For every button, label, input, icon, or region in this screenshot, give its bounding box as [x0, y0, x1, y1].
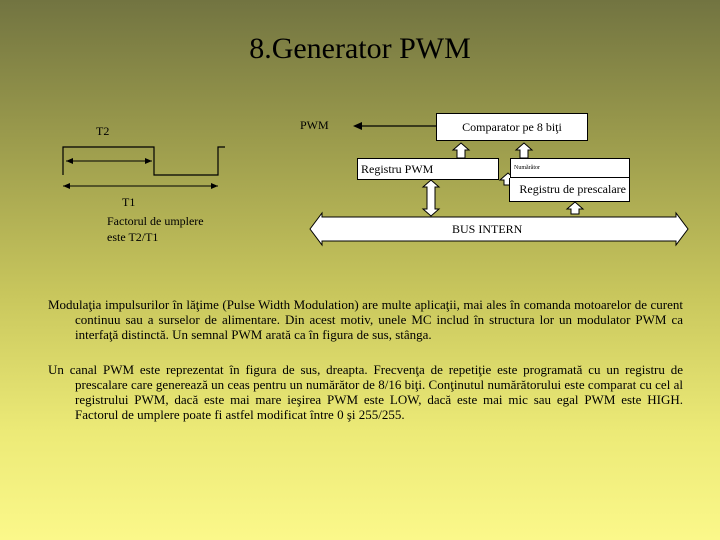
paragraph-pwm-intro: Modulaţia impulsurilor în lăţime (Pulse Width Modulation) are multe aplicaţii, mai ales în comanda motoarelor de curent continuu sau a surselor de alimentare. Din acest motiv, unele MC includ în structura lor un modulator PWM ca interfaţă distinctă. Un semnal PWM arată ca în figura de sus, stânga.	[48, 297, 683, 342]
bus-prescaler-link	[567, 202, 583, 214]
duty-cycle-text-line1: Factorul de umplere	[107, 214, 204, 228]
register-comparator-link	[453, 143, 469, 158]
counter-block	[510, 158, 630, 178]
duty-cycle-text-line2: este T2/T1	[107, 230, 159, 244]
t2-label: T2	[96, 124, 110, 138]
bus-label: BUS INTERN	[452, 222, 523, 236]
pwm-output-label: PWM	[300, 118, 329, 132]
prescaler-register-block	[509, 178, 630, 202]
paragraph-pwm-channel: Un canal PWM este reprezentat în figura de sus, dreapta. Frecvenţa de repetiţie este programată cu un registru de prescalare care generează un ceas pentru un numărător de 8/16 biţi. Conţinutul numărătorului este comparat cu cel al registrului PWM, dacă este mai mare ieşirea PWM este LOW, dacă este mai mic sau egal PWM este HIGH. Factorul de umplere poate fi astfel modificat între 0 şi 255/255.	[48, 362, 683, 422]
counter-comparator-link	[516, 143, 532, 158]
pwm-register-block	[357, 158, 499, 180]
pwm-register-label: Registru PWM	[361, 161, 434, 176]
bus-register-link	[423, 180, 439, 216]
counter-label: Numărător	[514, 165, 540, 171]
comparator-block	[436, 113, 588, 141]
prescaler-register-label: Registru de prescalare	[519, 182, 626, 196]
t1-label: T1	[122, 195, 136, 209]
slide-title: 8.Generator PWM	[249, 32, 471, 65]
comparator-label: Comparator pe 8 biţi	[462, 119, 562, 134]
